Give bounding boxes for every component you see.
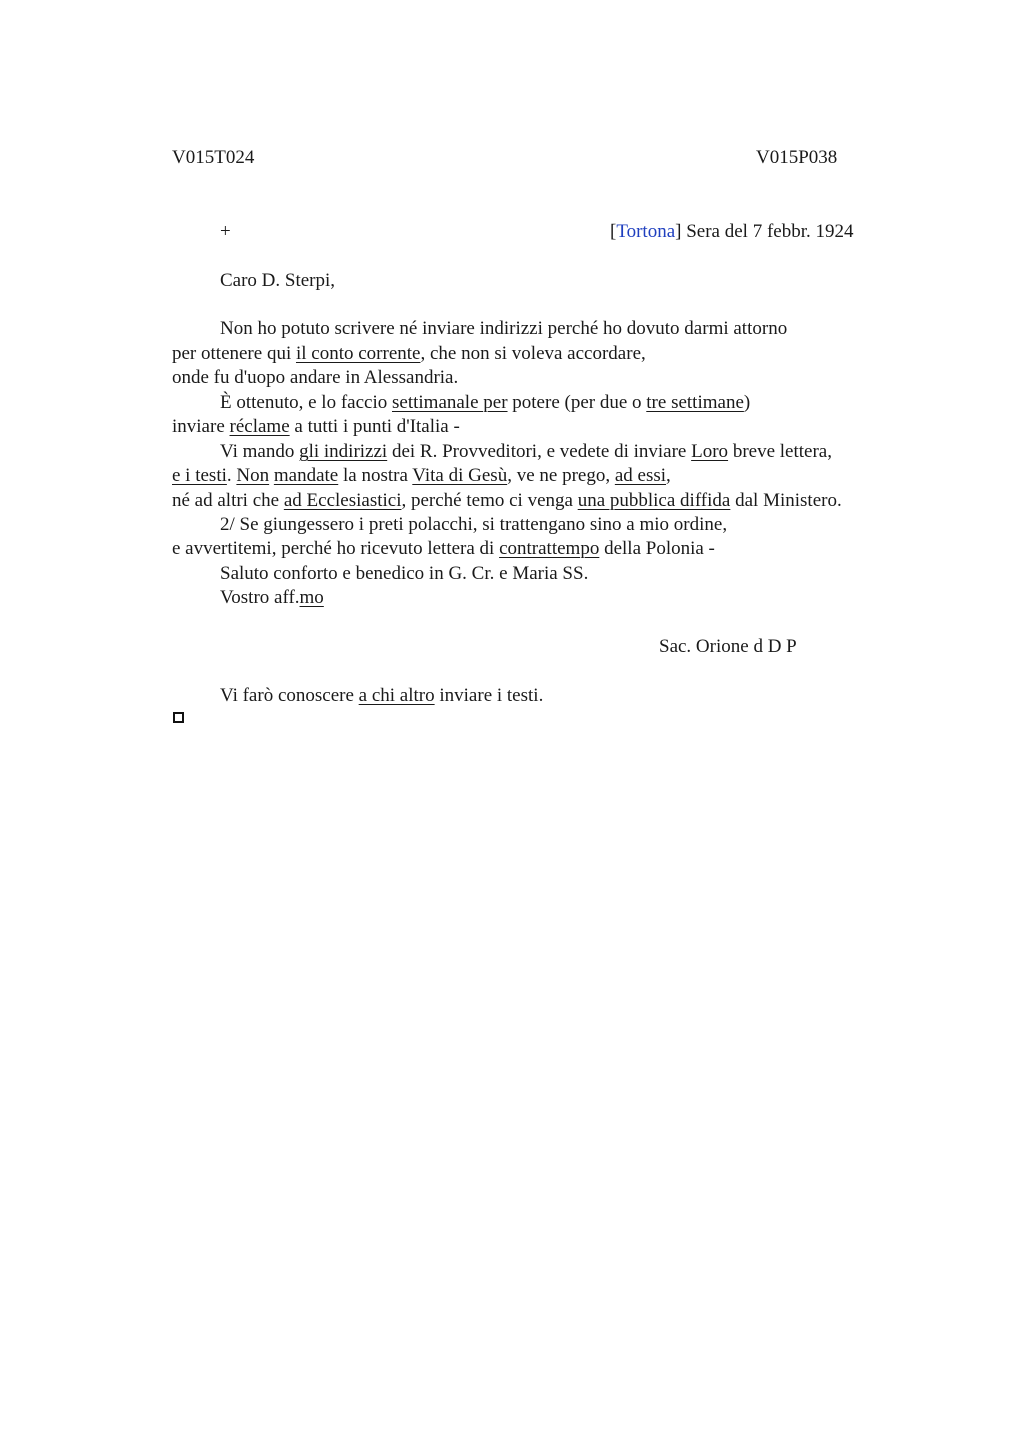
body-line-8: né ad altri che ad Ecclesiastici, perché temo ci venga una pubblica diffida dal Ministero. bbox=[172, 490, 842, 511]
postscript: Vi farò conoscere a chi altro inviare i testi. bbox=[220, 685, 544, 706]
body-line-5: inviare réclame a tutti i punti d'Italia - bbox=[172, 416, 460, 437]
right-code: V015P038 bbox=[756, 147, 838, 168]
letter-date: Sera del 7 febbr. 1924 bbox=[681, 221, 854, 242]
closing-line: Vostro aff.mo bbox=[220, 587, 324, 608]
body-line-11: Saluto conforto e benedico in G. Cr. e Maria SS. bbox=[220, 563, 589, 584]
bracket-close: ] bbox=[675, 221, 682, 242]
body-line-10: e avvertitemi, perché ho ricevuto lettera di contrattempo della Polonia - bbox=[172, 538, 715, 559]
body-line-2: per ottenere qui il conto corrente, che non si voleva accordare, bbox=[172, 343, 646, 364]
body-line-6: Vi mando gli indirizzi dei R. Provveditori, e vedete di inviare Loro breve lettera, bbox=[220, 441, 832, 462]
signature: Sac. Orione d D P bbox=[659, 636, 797, 657]
body-line-7: e i testi. Non mandate la nostra Vita di Gesù, ve ne prego, ad essi, bbox=[172, 465, 671, 486]
bracket-open: [ bbox=[610, 221, 617, 242]
body-line-4: È ottenuto, e lo faccio settimanale per potere (per due o tre settimane) bbox=[220, 392, 751, 413]
place-date-line bbox=[610, 220, 854, 244]
salutation: Caro D. Sterpi, bbox=[220, 270, 336, 291]
cross-mark: + bbox=[220, 221, 231, 242]
left-code: V015T024 bbox=[172, 147, 255, 168]
body-line-1: Non ho potuto scrivere né inviare indirizzi perché ho dovuto darmi attorno bbox=[220, 318, 788, 339]
place-name: Tortona bbox=[616, 221, 676, 242]
body-line-9: 2/ Se giungessero i preti polacchi, si trattengano sino a mio ordine, bbox=[220, 514, 728, 535]
end-square-icon bbox=[173, 712, 184, 723]
body-line-3: onde fu d'uopo andare in Alessandria. bbox=[172, 367, 459, 388]
